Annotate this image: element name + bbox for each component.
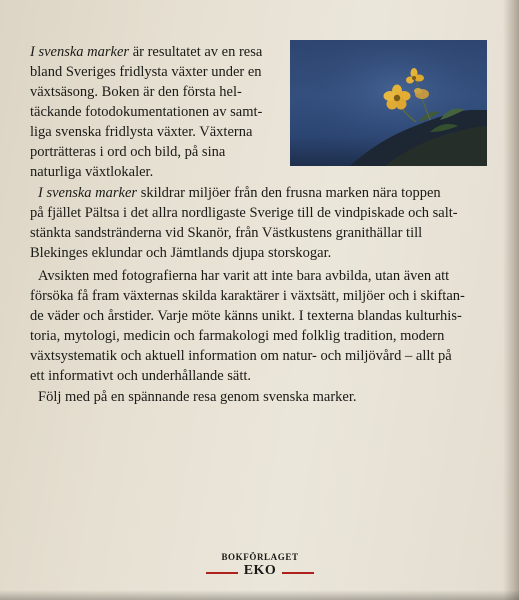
text-line (38, 184, 441, 202)
text-span: skildrar miljöer från den frusna marken nära toppen (137, 185, 441, 201)
flower-photo (290, 40, 487, 166)
text-span: naturliga växtlokaler. (30, 164, 154, 180)
page-shadow (0, 590, 519, 600)
text-span: på fjället Pältsa i det allra nordligaste Sverige till de vindpiskade och salt- (30, 205, 458, 221)
text-span: växtsäsong. Boken är den första hel- (30, 84, 242, 100)
text-span: Följ med på en spännande resa genom svenska marker. (38, 389, 357, 405)
text-line (30, 83, 242, 101)
publisher-name-top: BOKFÖRLAGET (221, 552, 299, 562)
text-line (38, 388, 357, 406)
text-span: de väder och årstider. Varje möte känns unikt. I texterna blandas kulturhis- (30, 308, 462, 324)
text-line (30, 367, 251, 385)
text-span: bland Sveriges fridlysta växter under en (30, 64, 262, 80)
text-line (30, 287, 465, 305)
text-line (30, 327, 444, 345)
text-line (30, 244, 331, 262)
book-title-italic: I svenska marker (30, 44, 130, 60)
text-line (30, 43, 262, 61)
text-span: liga svenska fridlysta växter. Växterna (30, 124, 253, 140)
page-edge (503, 0, 519, 600)
publisher-name-bottom: EKO (243, 563, 277, 578)
text-line (30, 143, 225, 161)
logo-rule-right (282, 572, 314, 574)
flower-photo-graphic (290, 40, 487, 166)
book-title-italic: I svenska marker (38, 185, 138, 201)
text-span: toria, mytologi, medicin och farmakologi med folklig tradition, modern (30, 328, 445, 344)
text-span: Avsikten med fotografierna har varit att inte bara avbilda, utan även att (38, 268, 450, 284)
text-span: är resultatet av en resa (129, 44, 263, 60)
text-line (30, 123, 252, 141)
text-line (38, 267, 449, 285)
text-span: porträtteras i ord och bild, på sina (30, 144, 226, 160)
text-span: stänkta sandstränderna vid Skanör, från Västkustens granithällar till (30, 225, 423, 241)
text-span: försöka få fram växternas skilda karaktärer i växtsätt, miljöer och i skiftan- (30, 288, 465, 304)
text-line (30, 63, 262, 81)
text-line (30, 224, 422, 242)
text-line (30, 347, 452, 365)
text-line (30, 204, 458, 222)
text-span: Blekinges eklundar och Jämtlands djupa storskogar. (30, 245, 332, 261)
publisher-logo (200, 552, 320, 588)
text-span: täckande fotodokumentationen av samt- (30, 104, 263, 120)
text-line (30, 103, 262, 121)
text-span: växtsystematik och aktuell information om natur- och miljövård – allt på (30, 348, 452, 364)
text-span: ett informativt och underhållande sätt. (30, 368, 252, 384)
text-line (30, 307, 462, 325)
text-line (30, 163, 153, 181)
